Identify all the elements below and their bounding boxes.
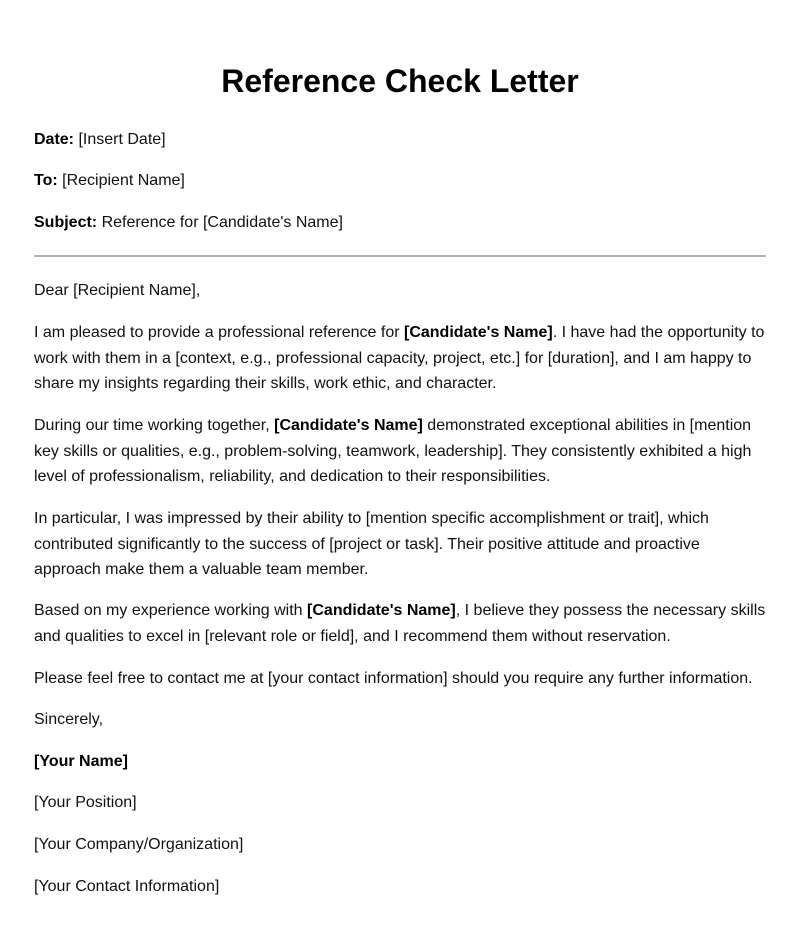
signature-company: [Your Company/Organization] [34, 836, 244, 853]
subject-value: Reference for [Candidate's Name] [101, 214, 343, 231]
paragraph-skills [34, 413, 770, 490]
subject-line [34, 213, 766, 233]
signature-position: [Your Position] [34, 794, 137, 811]
paragraph-skills-text-1: During our time working together, [34, 417, 275, 434]
to-label: To: [34, 172, 58, 189]
divider [34, 255, 766, 257]
paragraph-accomplishment: In particular, I was impressed by their ability to [mention specific accomplishment or trait], which contributed significantly to the success of [project or task]. Their positive attitude and proactive approach make them a valuable team member. [34, 510, 709, 579]
paragraph-recommendation [34, 598, 770, 649]
date-label: Date: [34, 131, 75, 148]
candidate-name-bold: [Candidate's Name] [274, 417, 423, 434]
paragraph-intro-text-2: . I have had the opportunity to work with them in a [context, e.g., professional capacity, project, etc.] for [duration], and I am happy to share my insights regarding their skills, work ethic, and character. [34, 324, 765, 393]
date-value: [Insert Date] [78, 131, 166, 148]
candidate-name-bold: [Candidate's Name] [307, 602, 456, 619]
paragraph-intro [34, 320, 770, 397]
paragraph-recommendation-text-1: Based on my experience working with [34, 602, 308, 619]
signature-contact: [Your Contact Information] [34, 878, 220, 895]
date-line [34, 130, 766, 150]
to-value: [Recipient Name] [62, 172, 185, 189]
closing: Sincerely, [34, 711, 104, 728]
paragraph-skills-text-2: demonstrated exceptional abilities in [mention key skills or qualities, e.g., problem-solving, teamwork, leadership]. They consistently exhibited a high level of professionalism, reliability, and dedication to their responsibilities. [34, 417, 752, 486]
paragraph-recommendation-text-2: , I believe they possess the necessary skills and qualities to excel in [relevant role or field], and I recommend them without reservation. [34, 602, 766, 645]
salutation: Dear [Recipient Name], [34, 282, 201, 299]
signature-name [34, 749, 770, 775]
signature-name-bold: [Your Name] [34, 753, 128, 770]
paragraph-contact: Please feel free to contact me at [your contact information] should you require any further information. [34, 670, 753, 687]
candidate-name-bold: [Candidate's Name] [403, 324, 553, 341]
subject-label: Subject: [34, 214, 98, 231]
page-title: Reference Check Letter [221, 63, 579, 99]
paragraph-intro-text-1: I am pleased to provide a professional reference for [34, 324, 404, 341]
to-line [34, 171, 766, 191]
